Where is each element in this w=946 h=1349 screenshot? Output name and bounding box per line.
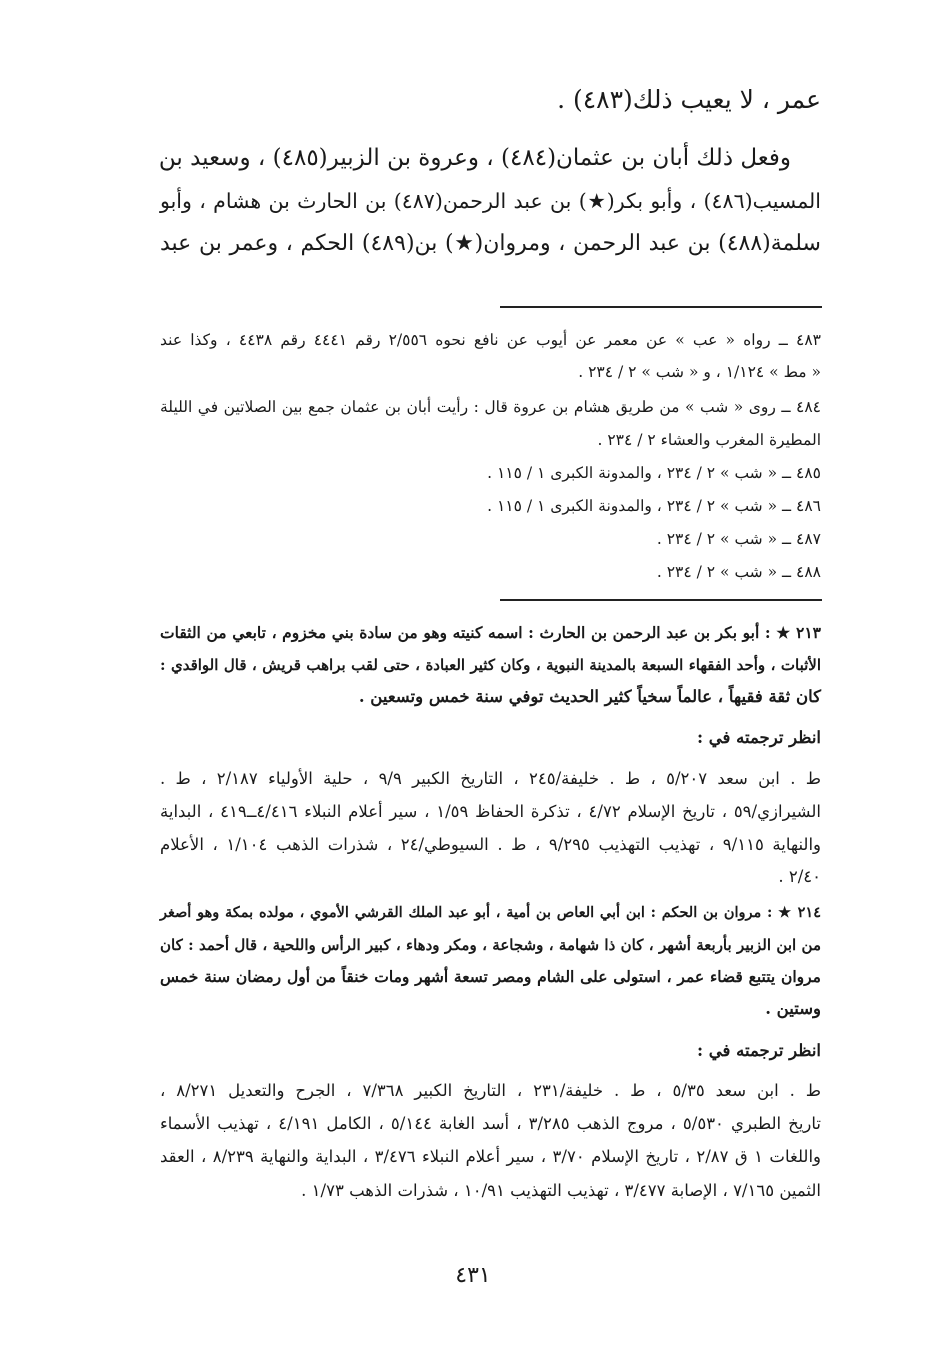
biography-separator — [500, 599, 822, 601]
main-text-line-2: وفعل ذلك أبان بن عثمان(٤٨٤) ، وعروة بن الزبير(٤٨٥) ، وسعيد بن — [158, 145, 791, 171]
footnote-485: ٤٨٥ ــ « شب » ٢ / ٢٣٤ ، والمدونة الكبرى ١ / ١١٥ . — [487, 464, 821, 482]
footnote-483-line-1: ٤٨٣ ــ رواه « عب » عن معمر عن أيوب عن نافع نحوه ٢/٥٥٦ رقم ٤٤٤١ رقم ٤٤٣٨ ، وكذا عند — [160, 331, 821, 349]
bio-213-line-1: ٢١٣ ★ : أبو بكر بن عبد الرحمن بن الحارث : اسمه كنيته وهو من سادة بني مخزوم ، تابعي من الثقات — [160, 623, 821, 642]
bio-214-refs-line-2: تاريخ الطبري ٥/٥٣٠ ، مروج الذهب ٣/٢٨٥ ، أسد الغابة ٥/١٤٤ ، الكامل ٤/١٩١ ، تهذيب الأسماء — [160, 1114, 822, 1133]
bio-214-line-1: ٢١٤ ★ : مروان بن الحكم : ابن أبي العاص بن أمية ، أبو عبد الملك القرشي الأموي ، مولده بمكة وهو أصغر — [160, 904, 821, 921]
footnote-483-line-2: « مط » ١/١٢٤ ، و « شب » ٢ / ٢٣٤ . — [578, 363, 821, 381]
bio-213-line-2: الأثبات ، وأحد الفقهاء السبعة بالمدينة النبوية ، وكان كثير العبادة ، حتى لقب براهب قريش ، قال الواقدي : — [160, 656, 821, 674]
main-text-line-3: المسيب(٤٨٦) ، وأبو بكر(★) بن عبد الرحمن(٤٨٧) بن الحارث بن هشام ، وأبو — [160, 189, 821, 213]
page-number: ٤٣١ — [455, 1263, 491, 1288]
bio-214-line-4: وستين . — [765, 999, 821, 1018]
main-text-line-4: سلمة(٤٨٨) بن عبد الرحمن ، ومروان(★) بن(٤٨٩) الحكم ، وعمر بن عبد — [160, 231, 821, 256]
bio-213-refs-line-1: ط . ابن سعد ٥/٢٠٧ ، ط . خليفة/٢٤٥ ، التاريخ الكبير ٩/٩ ، حلية الأولياء ٢/١٨٧ ، ط . — [160, 769, 822, 788]
bio-214-line-3: مروان يتتبع قضاء عمر ، استولى على الشام ومصر تسعة أشهر ومات خنقاً من أول رمضان سنة خمس — [160, 967, 821, 986]
bio-213-refs-line-4: ٢/٤٠ . — [778, 867, 821, 886]
footnote-486: ٤٨٦ ــ « شب » ٢ / ٢٣٤ ، والمدونة الكبرى ١ / ١١٥ . — [487, 497, 821, 515]
footnote-488: ٤٨٨ ــ « شب » ٢ / ٢٣٤ . — [656, 563, 821, 581]
bio-214-refs-line-4: الثمين ٧/١٦٥ ، الإصابة ٣/٤٧٧ ، تهذيب التهذيب ١٠/٩١ ، شذرات الذهب ١/٧٣ . — [301, 1181, 821, 1200]
bio-213-refs-line-3: والنهاية ٩/١١٥ ، تهذيب التهذيب ٩/٢٩٥ ، ط . السيوطي/٢٤ ، شذرات الذهب ١/١٠٤ ، الأعلام — [160, 835, 822, 854]
bio-214-refs-line-1: ط . ابن سعد ٥/٣٥ ، ط . خليفة/٢٣١ ، التاريخ الكبير ٧/٣٦٨ ، الجرح والتعديل ٨/٢٧١ ، — [160, 1081, 822, 1100]
footnote-484-line-1: ٤٨٤ ــ روى « شب » من طريق هشام بن عروة قال : رأيت أبان بن عثمان جمع بين الصلاتين في الليلة — [160, 398, 821, 416]
bio-214-line-2: من ابن الزبير بأربعة أشهر ، كان ذا شهامة ، وشجاعة ، ومكر ودهاء ، كبير الرأس واللحية ، قال أحمد : كان — [160, 936, 821, 954]
footnote-484-line-2: المطيرة المغرب والعشاء ٢ / ٢٣٤ . — [597, 431, 821, 449]
bio-213-see-label: انظر ترجمته في : — [696, 728, 821, 747]
main-text-line-1: عمر ، لا يعيب ذلك(٤٨٣) . — [557, 85, 821, 114]
footnote-separator — [500, 306, 822, 308]
bio-214-see-label: انظر ترجمته في : — [696, 1041, 821, 1060]
bio-213-line-3: كان ثقة فقيهاً ، عالماً سخياً كثير الحديث توفي سنة خمس وتسعين . — [358, 687, 821, 706]
bio-214-refs-line-3: واللغات ١ ق ٢/٨٧ ، تاريخ الإسلام ٣/٧٠ ، سير أعلام النبلاء ٣/٤٧٦ ، البداية والنهاية ٨/٢٣٩ ، العقد — [160, 1147, 821, 1166]
bio-213-refs-line-2: الشيرازي/٥٩ ، تاريخ الإسلام ٤/٧٢ ، تذكرة الحفاظ ١/٥٩ ، سير أعلام النبلاء ٤/٤١٦ــ٤١٩ ، البداية — [160, 802, 821, 821]
footnote-487: ٤٨٧ ــ « شب » ٢ / ٢٣٤ . — [656, 530, 821, 548]
